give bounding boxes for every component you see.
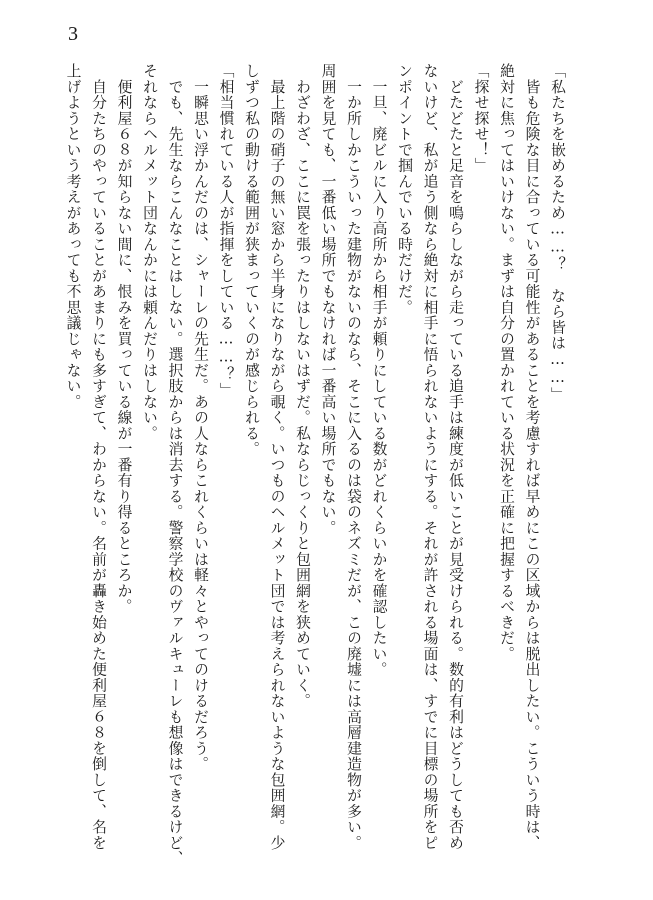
text-line: 最上階の硝子の無い窓から半身になりながら覗く。いつものヘルメット団では考えられないような包囲網。少 [268, 63, 286, 851]
text-line: 周囲を見ても、一番低い場所でもなければ一番高い場所でもない。 [319, 63, 337, 536]
text-line: 「相当慣れている人が指揮をしている……？」 [217, 63, 235, 399]
page-number: 3 [68, 23, 78, 45]
text-line: 一旦、廃ビルに入り高所から相手が頼りにしている数がどれくらいかを確認したい。 [370, 63, 388, 678]
text-line: 絶対に焦ってはいけない。まずは自分の置かれている状況を正確に把握するべきだ。 [498, 63, 515, 662]
vertical-text-body [59, 63, 569, 868]
text-line: 「私たちを嵌めるため……？ なら皆は……」 [549, 63, 566, 403]
text-line: 上げようという考えがあっても不思議じゃない。 [64, 63, 82, 410]
text-line: 皆も危険な目に合っている可能性があることを考慮すれば早めにこの区域からは脱出したい。こういう時は、 [523, 63, 541, 851]
text-line: 「探せ探せ！」 [472, 63, 490, 174]
text-line: それならヘルメット団なんかには頼んだりはしない。 [141, 63, 158, 441]
text-line: ンポイントで掴んでいる時だけだ。 [396, 63, 413, 315]
text-line: 自分たちのやっていることがあまりにも多すぎて、わからない。名前が轟き始めた便利屋６８を倒して、名を [90, 63, 107, 851]
text-line: わざわざ、ここに罠を張ったりはしないはずだ。私ならじっくりと包囲網を狭めていく。 [294, 63, 311, 709]
text-line: 便利屋６８が知らない間に、恨みを買っている線が一番有り得るところか。 [115, 63, 133, 615]
text-line: どたどたと足音を鳴らしながら走っている追手は練度が低いことが見受けられる。数的有利はどうしても否め [447, 63, 464, 851]
text-line: ないけど、私が追う側なら絶対に相手に悟られないようにする。それが許される場面は、すでに目標の場所をピ [421, 63, 439, 851]
text-line: しずつ私の動ける範囲が狭まっていくのが感じられる。 [243, 63, 260, 457]
text-line: でも、先生ならこんなことはしない。選択肢からは消去する。警察学校のヴァルキューレも想像はできるけど、 [166, 63, 184, 867]
text-line: 一瞬思い浮かんだのは、シャーレの先生だ。あの人ならこれくらいは軽々とやってのけるだろう。 [192, 63, 209, 772]
text-line: 一か所しかこういった建物がないのなら、そこに入るのは袋のネズミだが、この廃墟には高層建造物が多い。 [345, 63, 362, 851]
